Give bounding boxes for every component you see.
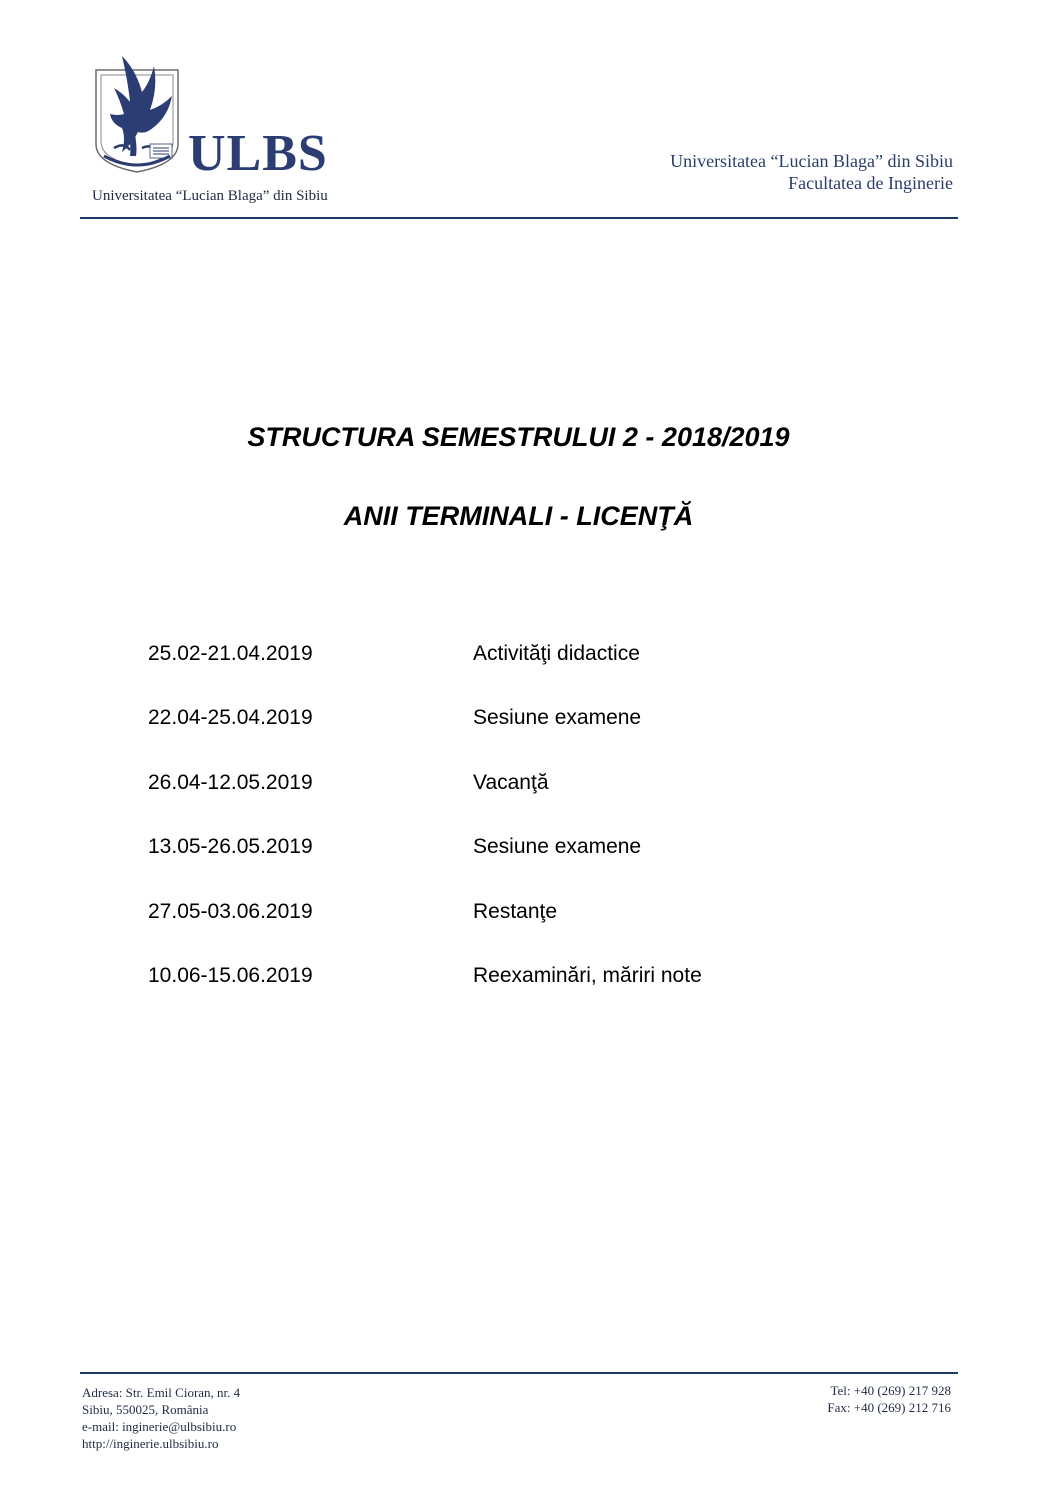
schedule-date: 26.04-12.05.2019 — [148, 770, 313, 794]
document-title: STRUCTURA SEMESTRULUI 2 - 2018/2019 — [247, 422, 790, 452]
footer-phone — [827, 1382, 951, 1416]
schedule-date: 13.05-26.05.2019 — [148, 835, 313, 859]
eagle-emblem-icon — [92, 52, 182, 174]
contact-tel: Tel: +40 (269) 217 928 — [830, 1383, 951, 1398]
schedule-activity: Sesiune examene — [473, 706, 642, 730]
schedule-date: 25.02-21.04.2019 — [148, 642, 313, 665]
address-street: Adresa: Str. Emil Cioran, nr. 4 — [82, 1385, 241, 1400]
footer-address — [82, 1384, 240, 1452]
schedule-row — [148, 898, 908, 962]
header-institution — [670, 150, 953, 194]
document-subtitle: ANII TERMINALI - LICENŢĂ — [343, 501, 694, 531]
logo-wordmark: ULBS — [188, 125, 328, 182]
schedule-date: 10.06-15.06.2019 — [148, 963, 313, 987]
schedule-row — [148, 640, 908, 704]
contact-fax: Fax: +40 (269) 212 716 — [827, 1400, 951, 1415]
schedule-activity: Activităţi didactice — [473, 642, 640, 665]
schedule-row — [148, 962, 908, 1026]
schedule-row — [148, 704, 908, 768]
faculty-name: Facultatea de Inginerie — [788, 173, 953, 193]
logo-caption: Universitatea “Lucian Blaga” din Sibiu — [92, 188, 328, 204]
schedule-activity: Vacanţă — [473, 770, 549, 794]
ulbs-logo — [88, 52, 348, 212]
schedule-date: 22.04-25.04.2019 — [148, 706, 313, 730]
header-divider — [80, 217, 958, 219]
contact-website: http://inginerie.ulbsibiu.ro — [82, 1436, 219, 1451]
schedule-activity: Reexaminări, măriri note — [473, 963, 702, 987]
schedule-activity: Restanţe — [473, 899, 558, 923]
footer-divider — [80, 1372, 958, 1374]
university-name: Universitatea “Lucian Blaga” din Sibiu — [670, 151, 953, 171]
schedule-row — [148, 833, 908, 897]
schedule-list — [148, 640, 908, 1026]
address-city: Sibiu, 550025, România — [82, 1402, 209, 1417]
schedule-row — [148, 769, 908, 833]
schedule-activity: Sesiune examene — [473, 835, 642, 859]
contact-email: e-mail: inginerie@ulbsibiu.ro — [82, 1419, 237, 1434]
schedule-date: 27.05-03.06.2019 — [148, 899, 313, 923]
